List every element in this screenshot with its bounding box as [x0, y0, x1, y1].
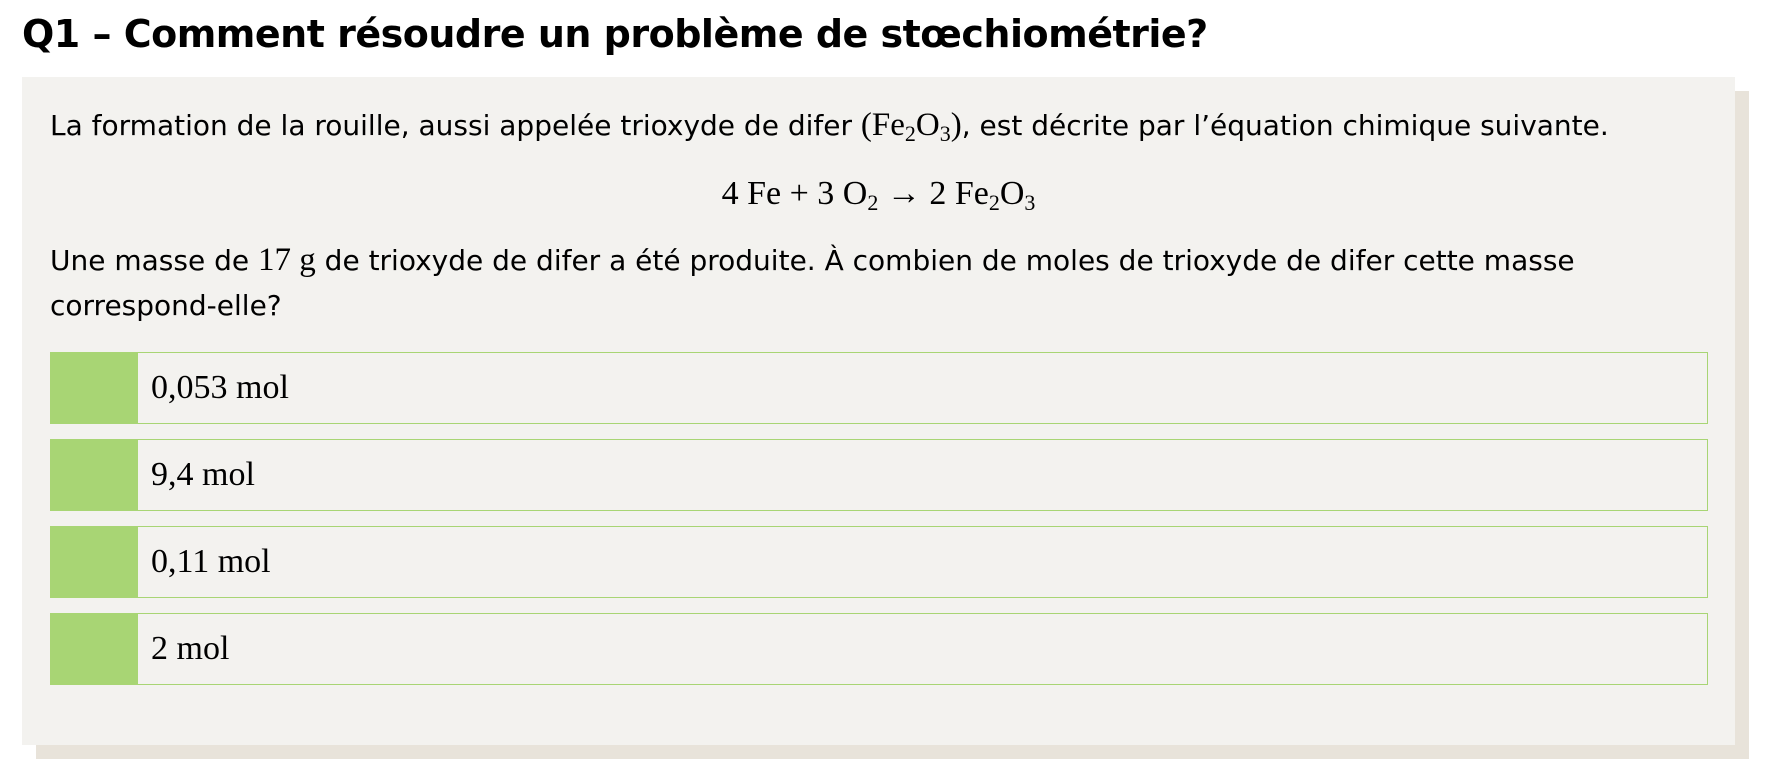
- equation-subscript: 2: [867, 190, 879, 215]
- formula-part: ): [950, 107, 962, 143]
- question-text-after: de trioxyde de difer a été produite. À combien de moles de trioxyde de difer cette masse correspond-elle?: [50, 244, 1575, 322]
- answer-choices: [50, 352, 1707, 685]
- intro-text-after: , est décrite par l’équation chimique suivante.: [961, 109, 1609, 142]
- answer-choice-2[interactable]: [50, 439, 1708, 511]
- formula-subscript: 2: [904, 121, 916, 146]
- equation-part: O: [999, 175, 1025, 212]
- question-text-before: Une masse de: [50, 244, 259, 277]
- choice-marker: [51, 440, 138, 510]
- equation-subscript: 3: [1024, 190, 1036, 215]
- choice-label: 0,11 mol: [151, 543, 271, 580]
- equation-part: → 2 Fe: [878, 175, 989, 212]
- answer-choice-1[interactable]: [50, 352, 1708, 424]
- choice-label: 2 mol: [151, 630, 230, 667]
- choice-marker: [51, 614, 138, 684]
- mass-value: 17 g: [258, 242, 316, 278]
- formula-part: (Fe: [860, 107, 905, 143]
- question-text: [50, 238, 1710, 328]
- choice-marker: [51, 353, 138, 423]
- choice-label: 0,053 mol: [151, 369, 289, 406]
- equation-part: 4 Fe + 3 O: [721, 175, 868, 212]
- answer-choice-3[interactable]: [50, 526, 1708, 598]
- intro-text-before: La formation de la rouille, aussi appelée trioxyde de difer: [50, 109, 861, 142]
- question-title: Q1 – Comment résoudre un problème de stœchiométrie?: [22, 12, 1208, 56]
- question-intro: [50, 101, 1707, 150]
- rust-formula: [860, 107, 962, 146]
- choice-label: 9,4 mol: [151, 456, 255, 493]
- chemical-equation: [50, 164, 1707, 224]
- question-card: [22, 77, 1735, 745]
- formula-part: O: [915, 107, 940, 143]
- choice-marker: [51, 527, 138, 597]
- equation-subscript: 2: [988, 190, 1000, 215]
- formula-subscript: 3: [939, 121, 951, 146]
- answer-choice-4[interactable]: [50, 613, 1708, 685]
